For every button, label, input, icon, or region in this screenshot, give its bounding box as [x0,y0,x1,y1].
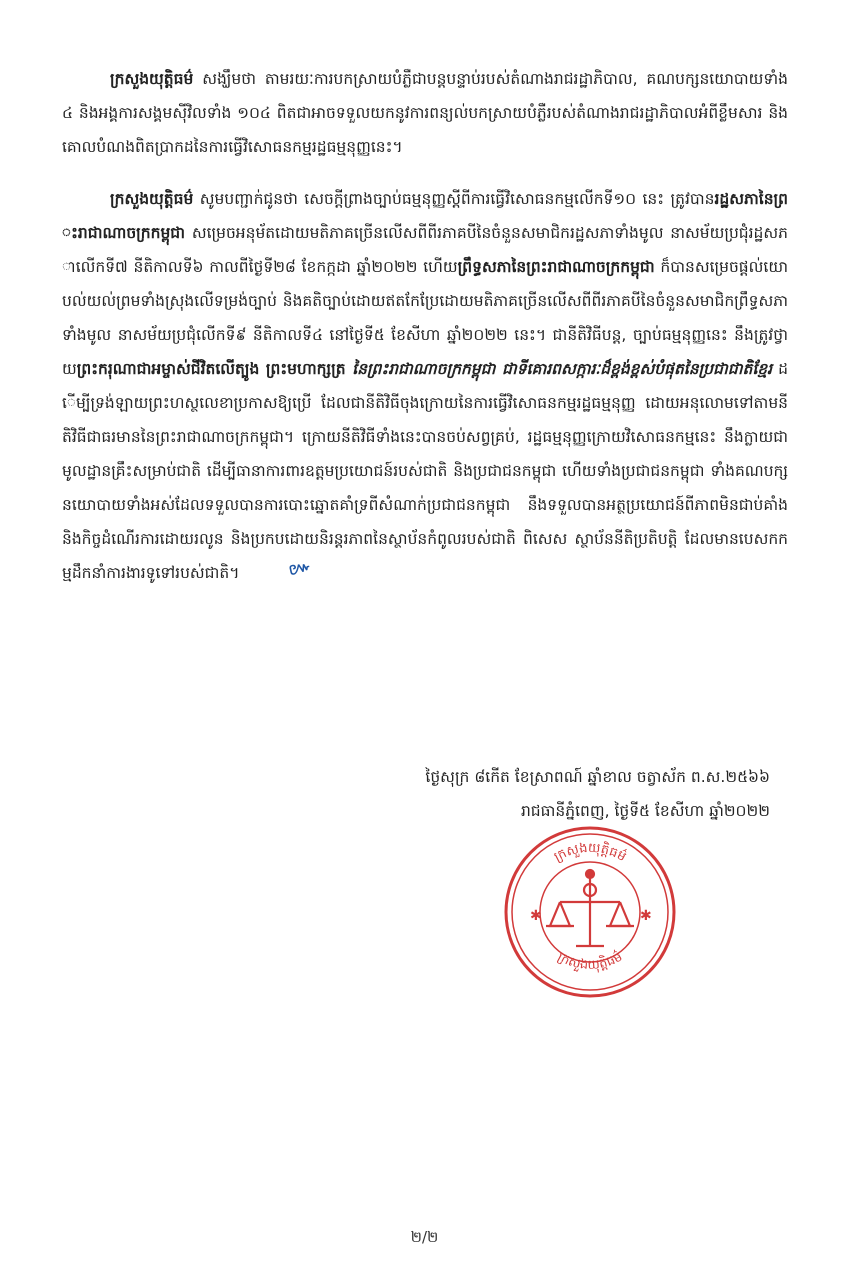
seal-star-left-icon: ✱ [530,908,542,924]
paragraph-2 [62,182,788,590]
paragraph-2-text-c: ក៏បានសម្រេចផ្ដល់យោបល់យល់ព្រមទាំងស្រុងលើទម្រង់ច្បាប់ និងគតិច្បាប់ដោយឥតកែប្រែដោយមតិភាគច្រើនលើសពីពីរភាគបីនៃចំនួនសមាជិកព្រឹទ្ធសភាទាំងមូល នាសម័យប្រជុំលើកទី៩ នីតិកាលទី៤ នៅថ្ងៃទី៥ ខែសីហា ឆ្នាំ២០២២ នេះ។ ជានីតិវិធីបន្ត, ច្បាប់ធម្មនុញ្ញនេះ នឹងត្រូវថ្វាយ [62,258,789,378]
national-assembly-name: រដ្ឋសភានៃព្រះរាជាណាចក្រកម្ពុជា [62,190,788,242]
paragraph-1 [62,62,788,164]
paragraph-1-text: សង្ឃឹមថា តាមរយៈការបកស្រាយបំភ្លឺជាបន្តបន្ទាប់របស់តំណាងរាជរដ្ឋាភិបាល, គណបក្សនយោបាយទាំង ៤ និងអង្គការសង្គមស៊ីវិលទាំង ១០៤ ពិតជាអាចទទួលយកនូវការពន្យល់បកស្រាយបំភ្លឺរបស់តំណាងរាជរដ្ឋាភិបាលអំពីខ្លឹមសារ និងគោលបំណងពិតប្រាកដនៃការធ្វើវិសោធនកម្មរដ្ឋធម្មនុញ្ញនេះ។ [62,70,788,156]
scales-of-justice-icon [546,870,634,946]
ministry-seal [500,822,680,1002]
seal-bottom-text: ក្រសួងយុត្តិធម៌ [554,949,626,974]
ministry-name: ក្រសួងយុត្តិធម៌ [110,190,194,208]
paragraph-2-text-a: សូមបញ្ជាក់ជូនថា សេចក្ដីព្រាងច្បាប់ធម្មនុញ្ញស្តីពីការធ្វើវិសោធនកម្មលើកទី១០ នេះ ត្រូវបាន [193,190,715,208]
end-mark: ៚ [287,555,314,580]
seal-star-right-icon: ✱ [640,908,652,924]
king-honorific: នៃព្រះរាជាណាចក្រកម្ពុជា ជាទីគោរពសក្ការៈដ៏ខ្ពង់ខ្ពស់បំផុតនៃប្រជាជាតិខ្មែរ [345,360,773,378]
paragraph-2-text-b: សម្រេចអនុម័តដោយមតិភាគច្រើនលើសពីពីរភាគបីនៃចំនួនសមាជិករដ្ឋសភាទាំងមូល នាសម័យប្រជុំរដ្ឋសភាលើកទី៧ នីតិកាលទី៦ កាលពីថ្ងៃទី២៨ ខែកក្កដា ឆ្នាំ២០២២ ហើយ [62,224,788,276]
paragraph-2-text-d: ដើម្បីទ្រង់ឡាយព្រះហស្ថលេខាប្រកាសឱ្យប្រើ ដែលជានីតិវិធីចុងក្រោយនៃការធ្វើវិសោធនកម្មរដ្ឋធម្មនុញ្ញ ដោយអនុលោមទៅតាមនីតិវិធីជាធរមាននៃព្រះរាជាណាចក្រកម្ពុជា។ ក្រោយនីតិវិធីទាំងនេះបានចប់សព្វគ្រប់, រដ្ឋធម្មនុញ្ញក្រោយវិសោធនកម្មនេះ នឹងក្លាយជាមូលដ្ឋានគ្រឹះសម្រាប់ជាតិ ដើម្បីធានាការពារឧត្តមប្រយោជន៍របស់ជាតិ និងប្រជាជនកម្ពុជា ហើយទាំងប្រជាជនកម្ពុជា ទាំងគណបក្សនយោបាយទាំងអស់ដែលទទួលបានការបោះឆ្នោតគាំទ្រពីសំណាក់ប្រជាជនកម្ពុជា នឹងទទួលបានអត្ថប្រយោជន៍ពីភាពមិនជាប់គាំង និងកិច្ចដំណើរការដោយរលូន និងប្រកបដោយនិរន្តរភាពនៃស្ថាប័នកំពូលរបស់ជាតិ ពិសេស ស្ថាប័ននីតិប្រតិបត្តិ ដែលមានបេសកកម្មដឹកនាំការងារទូទៅរបស់ជាតិ។ [62,360,788,582]
king-title: ព្រះករុណាជាអម្ចាស់ជីវិតលើត្បូង ព្រះមហាក្សត្រ [76,360,346,378]
seal-top-text: ក្រសួងយុត្តិធម៌ [551,840,629,866]
date-block [330,760,770,828]
place-date: រាជធានីភ្នំពេញ, ថ្ងៃទី៥ ខែសីហា ឆ្នាំ២០២២ [520,802,770,820]
senate-name: ព្រឹទ្ធសភានៃព្រះរាជាណាចក្រកម្ពុជា [457,258,655,276]
ministry-name: ក្រសួងយុត្តិធម៌ [110,70,194,88]
page-number: ២/២ [410,1228,439,1246]
document-body [62,62,788,608]
lunar-date: ថ្ងៃសុក្រ ៨កើត ខែស្រាពណ៍ ឆ្នាំខាល ចត្វាស័ក ព.ស.២៥៦៦ [425,768,770,786]
